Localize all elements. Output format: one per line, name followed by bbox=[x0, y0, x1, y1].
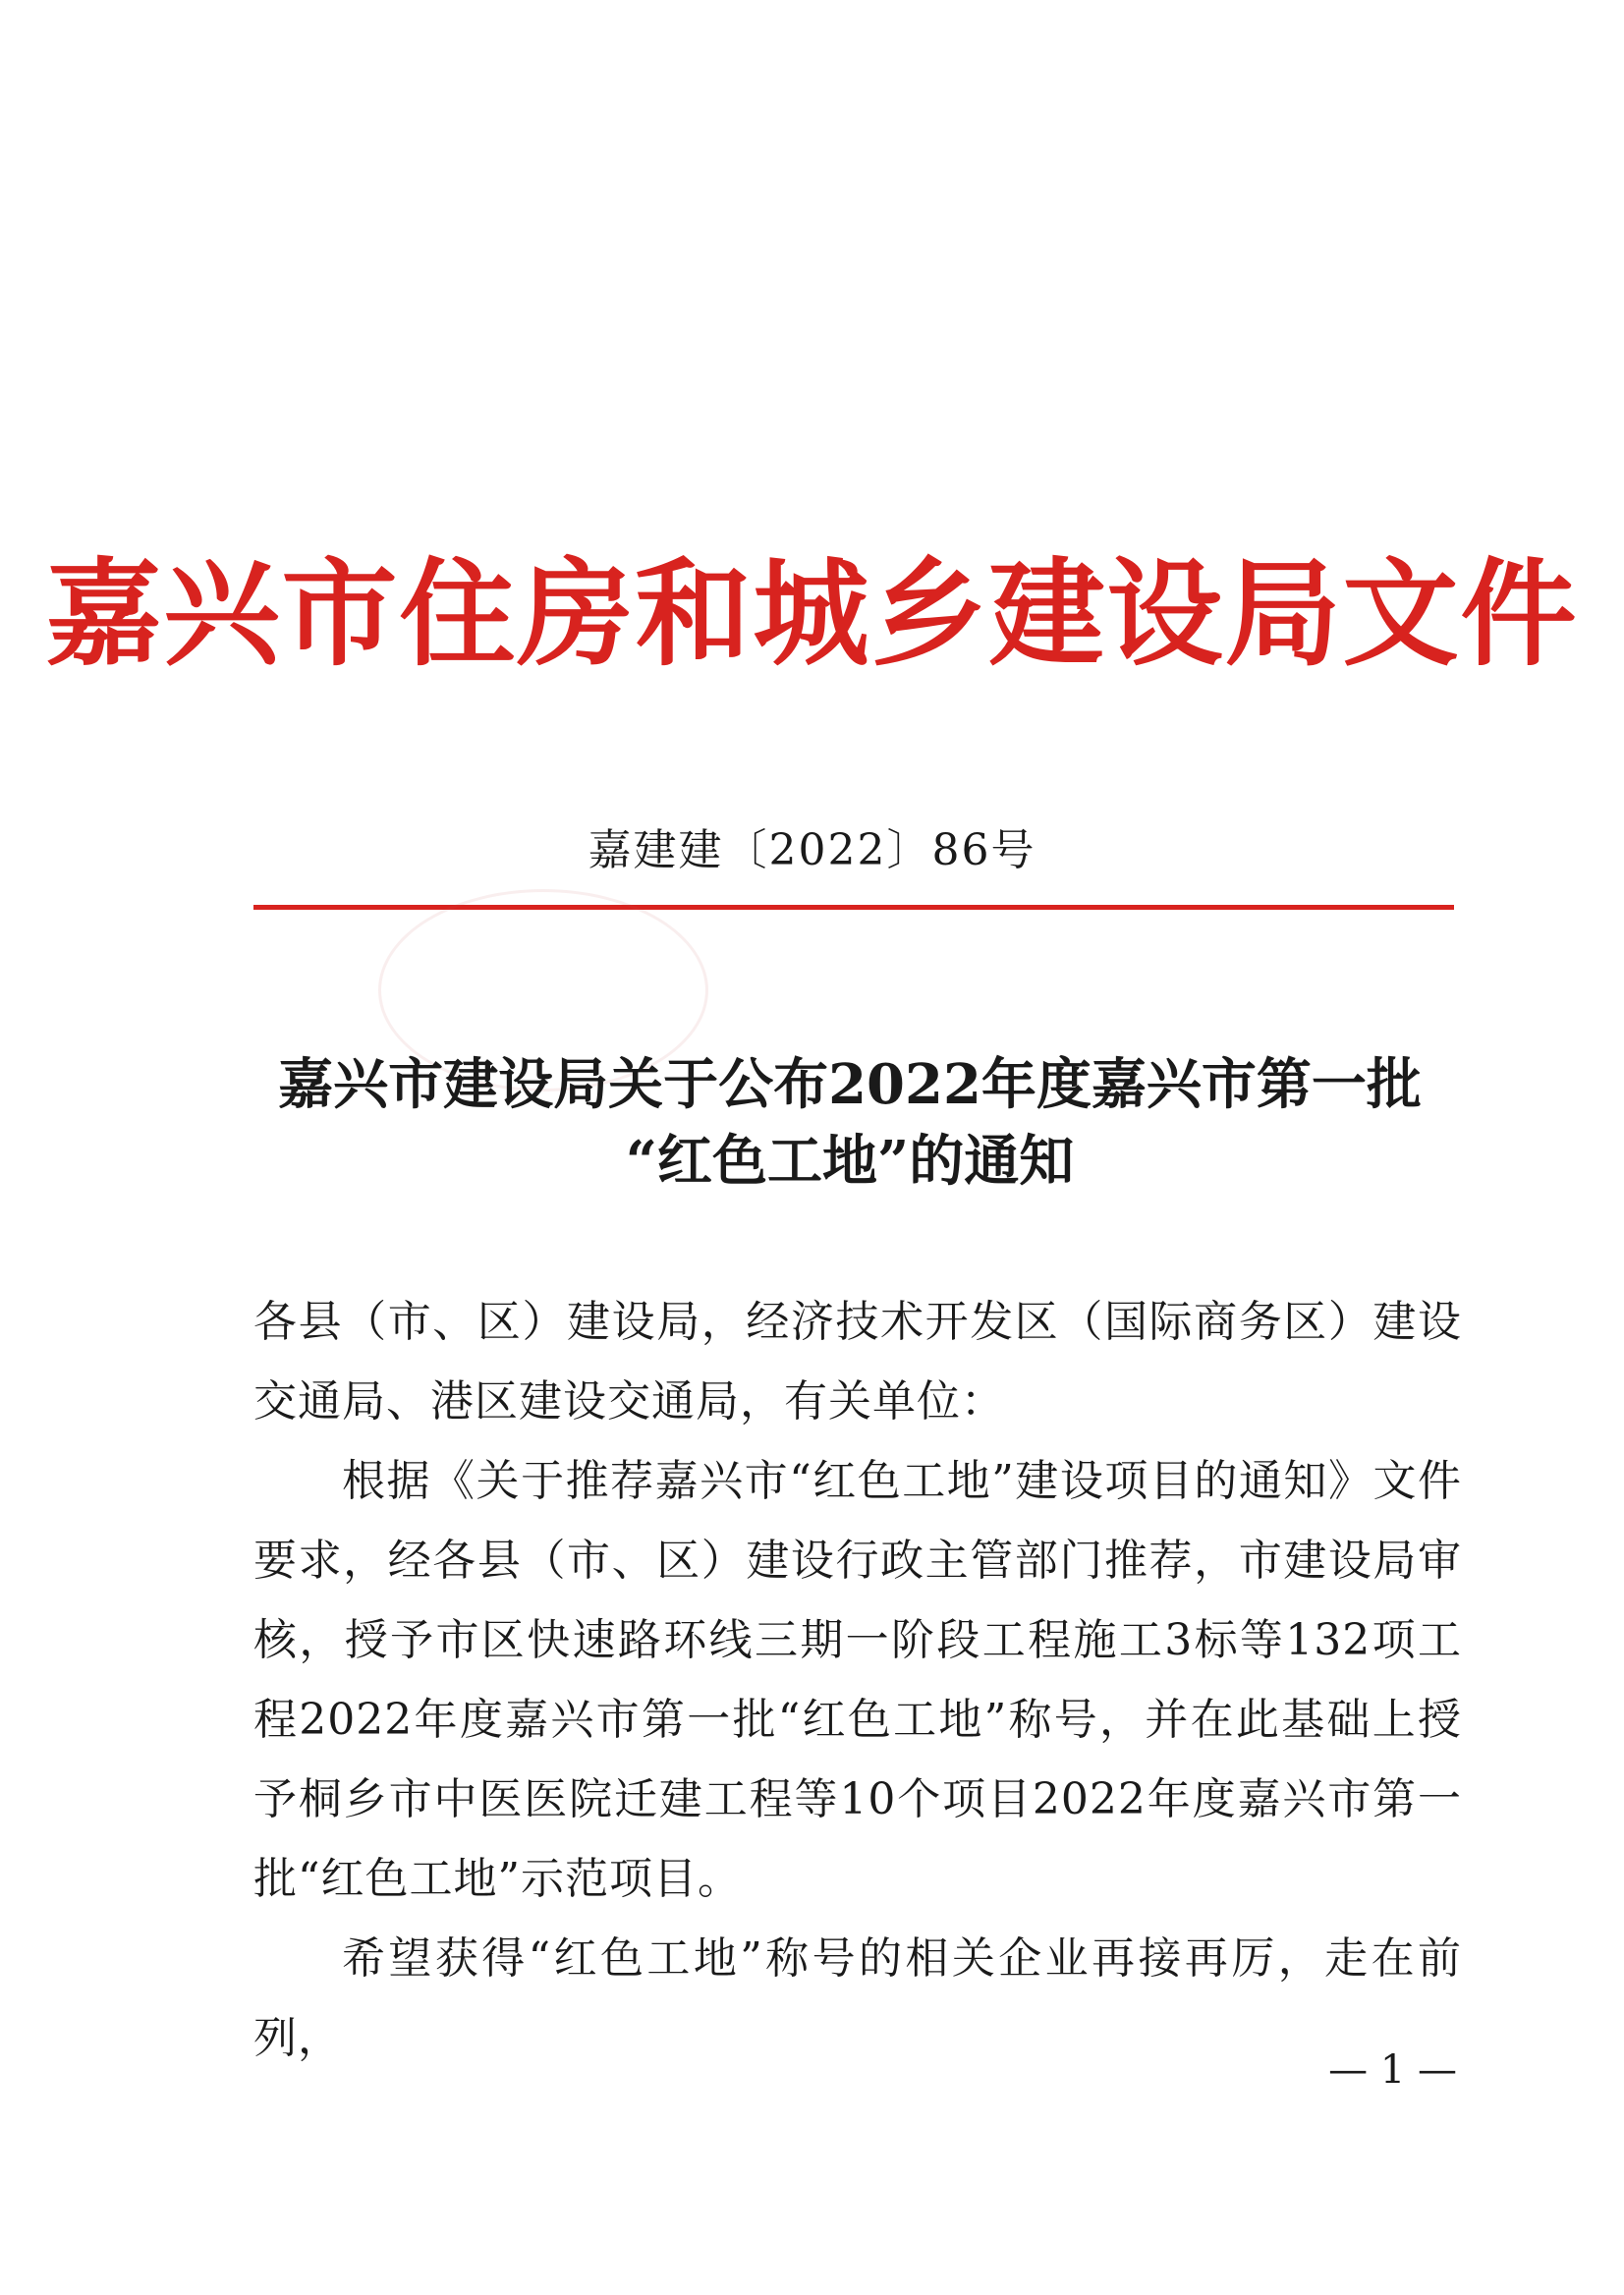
notice-title-line-1: 嘉兴市建设局关于公布2022年度嘉兴市第一批 bbox=[278, 1052, 1422, 1117]
document-number: 嘉建建〔2022〕86号 bbox=[588, 825, 1036, 875]
notice-title bbox=[226, 1046, 1474, 1200]
recipients-paragraph: 各县（市、区）建设局，经济技术开发区（国际商务区）建设交通局、港区建设交通局，有关单位： bbox=[253, 1297, 1462, 1427]
notice-title-line-2: “红色工地”的通知 bbox=[625, 1129, 1075, 1194]
notice-body bbox=[253, 1282, 1462, 2078]
body-paragraph-2: 希望获得“红色工地”称号的相关企业再接再厉，走在前列， bbox=[253, 1933, 1462, 2063]
page-number: — 1 — bbox=[1328, 2047, 1457, 2093]
red-divider-rule bbox=[253, 905, 1454, 910]
masthead-title: 嘉兴市住房和城乡建设局文件 bbox=[45, 545, 1579, 682]
body-paragraph-1: 根据《关于推荐嘉兴市“红色工地”建设项目的通知》文件要求，经各县（市、区）建设行政主管部门推荐，市建设局审核，授予市区快速路环线三期一阶段工程施工3标等132项工程2022年度嘉兴市第一批“红色工地”称号，并在此基础上授予桐乡市中医医院迁建工程等10个项目2022年度嘉兴市第一批“红色工地”示范项目。 bbox=[253, 1456, 1462, 1904]
